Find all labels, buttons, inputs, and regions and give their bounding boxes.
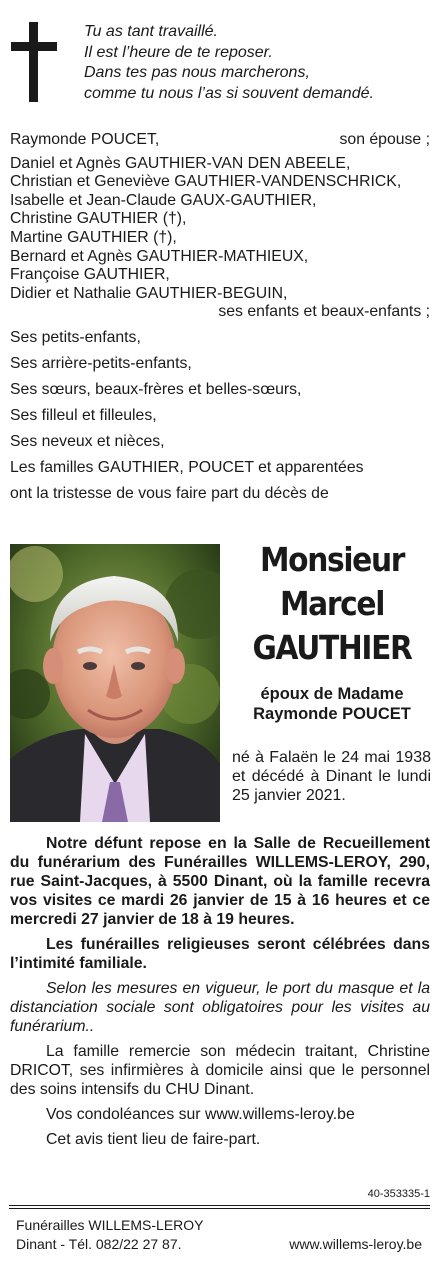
poem-line: Dans tes pas nous marcherons,	[84, 64, 310, 81]
reference-number: 40-353335-1	[367, 1188, 430, 1200]
measures-paragraph: Selon les mesures en vigueur, le port du masque et la distanciation sociale sont obligatoires pour les visites au funérarium..	[10, 980, 430, 1035]
relative-line: Les familles GAUTHIER, POUCET et apparentées	[10, 458, 364, 476]
child-line: Martine GAUTHIER (†),	[10, 228, 177, 246]
poem	[84, 22, 434, 104]
spouse-of	[232, 684, 432, 724]
divider	[9, 1208, 430, 1209]
address-phone: Dinant - Tél. 082/22 27 87.	[16, 1236, 182, 1252]
funeral-paragraph: Les funérailles religieuses seront célébrées dans l’intimité familiale.	[10, 936, 430, 972]
poem-line: comme tu nous l’as si souvent demandé.	[84, 84, 374, 102]
spouse-name: Raymonde POUCET,	[10, 131, 160, 148]
name-last: GAUTHIER	[252, 628, 412, 667]
website-link[interactable]: www.willems-leroy.be	[289, 1236, 422, 1252]
deceased-name	[232, 538, 432, 670]
condolences-paragraph: Vos condoléances sur www.willems-leroy.be	[46, 1106, 355, 1123]
relative-line: Ses neveux et nièces,	[10, 432, 165, 450]
relative-line: Ses filleul et filleules,	[10, 406, 157, 424]
thanks-paragraph: La famille remercie son médecin traitant, Christine DRICOT, ses infirmières à domicile ainsi que le personnel des soins intensifs du CHU Dinant.	[10, 1043, 430, 1098]
relative-line: Ses arrière-petits-enfants,	[10, 354, 192, 372]
portrait-photo	[10, 544, 220, 822]
birth-death-text: né à Falaën le 24 mai 1938 et décédé à Dinant le lundi 25 janvier 2021.	[232, 749, 431, 804]
poem-line: Tu as tant travaillé.	[84, 23, 218, 40]
divider	[9, 1205, 430, 1206]
child-line: Isabelle et Jean-Claude GAUX-GAUTHIER,	[10, 191, 317, 209]
child-line: Françoise GAUTHIER,	[10, 266, 170, 284]
spouse-line: époux de Madame	[260, 685, 404, 703]
name-first: Marcel	[279, 584, 385, 623]
name-title: Monsieur	[259, 540, 405, 579]
relative-line: Ses petits-enfants,	[10, 328, 141, 346]
children-role: ses enfants et beaux-enfants ;	[218, 303, 430, 321]
cross-icon	[11, 22, 57, 102]
company-name: Funérailles WILLEMS-LEROY	[16, 1217, 204, 1233]
child-line: Didier et Nathalie GAUTHIER-BEGUIN,	[10, 284, 288, 302]
footer	[16, 1216, 426, 1254]
spouse-role: son épouse ;	[339, 131, 430, 148]
child-line: Christian et Geneviève GAUTHIER-VANDENSCHRICK,	[10, 173, 402, 191]
family-list	[10, 131, 430, 507]
child-line: Christine GAUTHIER (†),	[10, 210, 187, 228]
child-line: Daniel et Agnès GAUTHIER-VAN DEN ABEELE,	[10, 154, 351, 172]
spouse-line: Raymonde POUCET	[253, 705, 411, 723]
relative-line: Ses sœurs, beaux-frères et belles-sœurs,	[10, 380, 302, 398]
spouse-row	[10, 131, 430, 150]
notice-paragraph: Cet avis tient lieu de faire-part.	[46, 1131, 261, 1148]
child-line: Bernard et Agnès GAUTHIER-MATHIEUX,	[10, 247, 309, 265]
notice-body	[10, 834, 430, 1155]
poem-line: Il est l’heure de te reposer.	[84, 43, 273, 61]
relative-line: ont la tristesse de vous faire part du décès de	[10, 484, 329, 502]
repose-paragraph: Notre défunt repose en la Salle de Recueillement du funérarium des Funérailles WILLEMS-LEROY, 290, rue Saint-Jacques, à 5500 Dinant, où la famille recevra vos visites ce mardi 26 janvier de 15 à 16 heures et ce mercredi 27 janvier de 18 à 19 heures.	[10, 835, 430, 928]
